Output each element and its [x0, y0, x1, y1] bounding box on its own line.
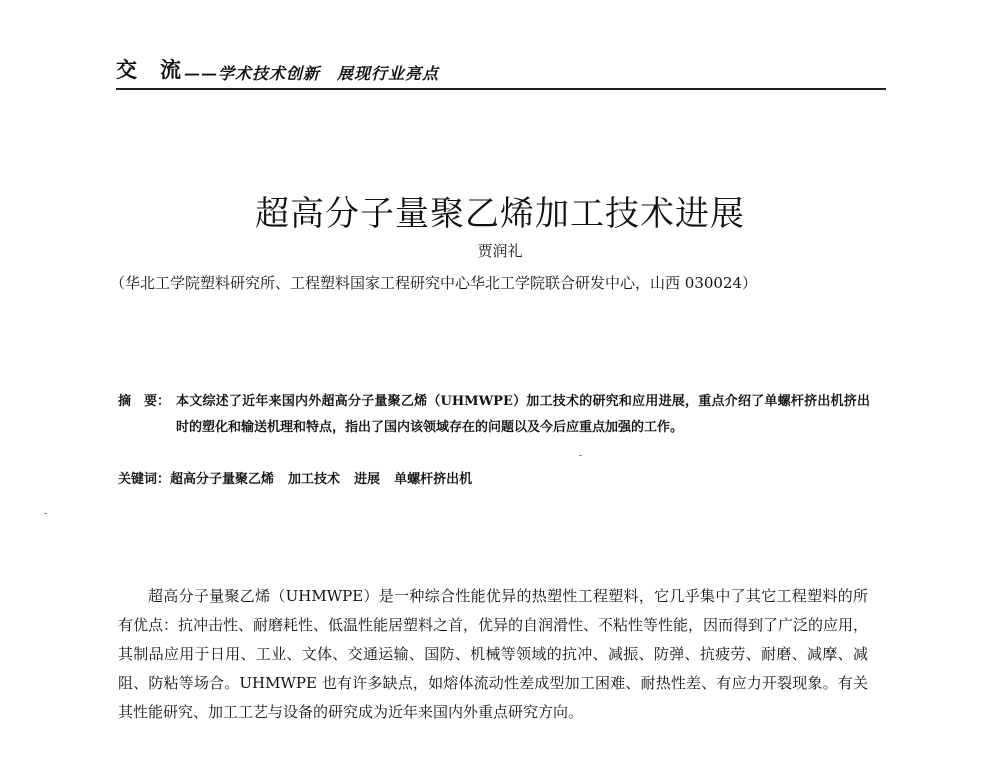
header-column-char-1: 交 — [116, 57, 138, 82]
header-column-char-2: 流 — [160, 57, 182, 82]
keyword-item: 进展 — [354, 472, 381, 487]
paper-affiliation: （华北工学院塑料研究所、工程塑料国家工程研究中心华北工学院联合研发中心，山西 030024） — [110, 274, 758, 292]
paper-author: 贾润礼 — [477, 242, 523, 260]
keyword-item: 单螺杆挤出机 — [394, 472, 473, 487]
body-paragraph: 超高分子量聚乙烯（UHMWPE）是一种综合性能优异的热塑性工程塑料，它几乎集中了其它工程塑料的所有优点：抗冲击性、耐磨耗性、低温性能居塑料之首，优异的自润滑性、不粘性等性能，因而得到了广泛的应用，其制品应用于日用、工业、文体、交通运输、国防、机械等领域的抗冲、减振、防弹、抗疲劳、耐磨、减摩、减阻、防粘等场合。UHMWPE 也有许多缺点，如熔体流动性差成型加工困难、耐热性差、有应力开裂现象。有关其性能研究、加工工艺与设备的研究成为近年来国内外重点研究方向。 — [118, 587, 869, 721]
abstract-text: 本文综述了近年来国内外超高分子量聚乙烯（UHMWPE）加工技术的研究和应用进展，重点介绍了单螺杆挤出机挤出时的塑化和输送机理和特点，指出了国内该领域存在的问题以及今后应重点加强的工作。 — [176, 394, 870, 435]
header-tagline: ——学术技术创新 展现行业亮点 — [184, 64, 440, 83]
keyword-item: 加工技术 — [288, 472, 341, 487]
journal-header — [116, 58, 886, 90]
keyword-item: 超高分子量聚乙烯 — [170, 472, 275, 487]
abstract-label: 摘 要： — [118, 394, 171, 409]
keywords-block — [118, 467, 870, 493]
keywords-label: 关键词： — [118, 472, 171, 487]
scan-speck — [579, 455, 582, 456]
scan-speck — [44, 513, 47, 514]
abstract-block — [118, 389, 870, 441]
paper-title: 超高分子量聚乙烯加工技术进展 — [255, 194, 745, 234]
